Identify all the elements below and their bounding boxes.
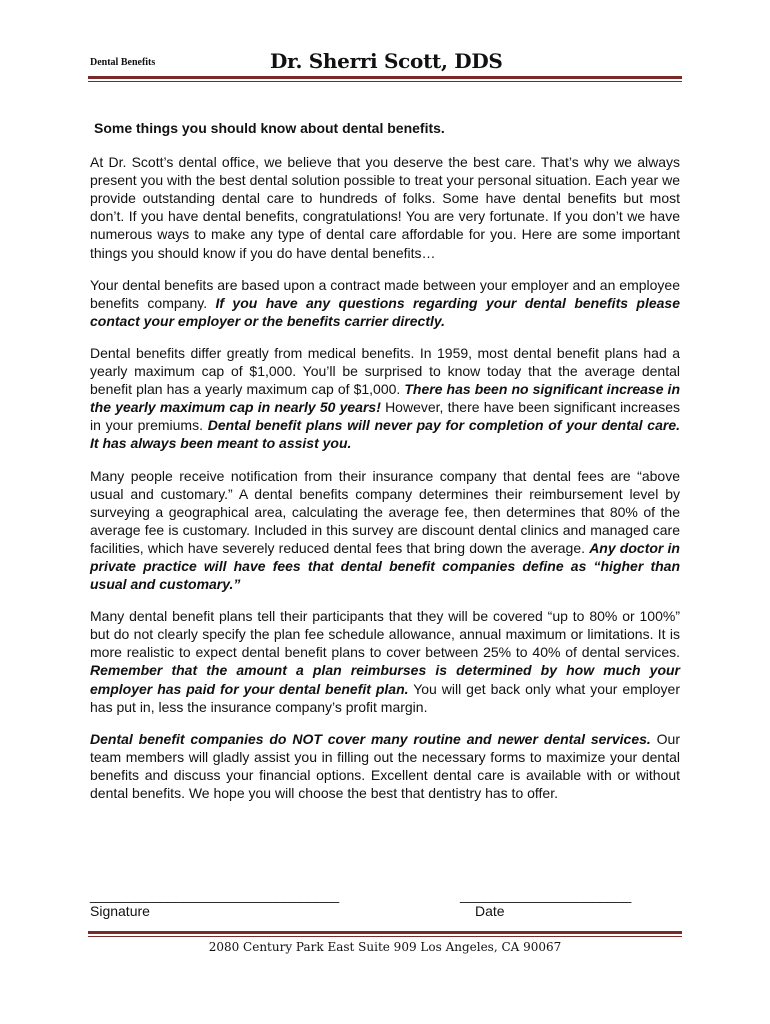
date-line: ______________________ (460, 887, 632, 903)
paragraph-coverage-text: Many dental benefit plans tell their participants that they will be covered “up to 80% or 100%” but do not clearly specify the plan fee schedule allowance, annual maximum or limitations. It is more realistic to expect dental benefit plans to cover between 25% to 40% of dental services. (90, 608, 680, 661)
paragraph-coverage-text-2: You will get back only what your employer has put in, less the insurance company’s profit margin. (90, 680, 680, 715)
paragraph-contract-emphasis: If you have any questions regarding your dental benefits please contact your employer or the benefits carrier directly. (90, 294, 680, 329)
paragraph-usual-customary-text: Many people receive notification from their insurance company that dental fees are “above usual and customary.” A dental benefits company determines their reimbursement level by surveying a geographical area, calculating the average fee, then determines that 80% of the average fee is customary. Included in this survey are discount dental clinics and managed care facilities, which have severely reduced dental fees that bring down the average. (90, 467, 680, 556)
letter-body (90, 119, 680, 816)
paragraph-closing-emphasis: Dental benefit companies do NOT cover many routine and newer dental services. (90, 730, 651, 747)
paragraph-maximum-cap-emphasis-2: Dental benefit plans will never pay for completion of your dental care. It has always been meant to assist you. (90, 417, 680, 452)
header-rule-thin (88, 81, 682, 82)
footer-address: 2080 Century Park East Suite 909 Los Angeles, CA 90067 (208, 940, 562, 954)
paragraph-intro (90, 153, 680, 262)
paragraph-closing-text: Our team members will gladly assist you in filling out the necessary forms to maximize your dental benefits and discuss your financial options. Excellent dental care is available with or without dental benefits. We hope you will choose the best that dentistry has to offer. (90, 730, 680, 801)
paragraph-maximum-cap (90, 344, 680, 453)
paragraph-maximum-cap-text: Dental benefits differ greatly from medical benefits. In 1959, most dental benefit plans had a yearly maximum cap of $1,000. You’ll be surprised to know today that the average dental benefit plan has a yearly maximum cap of $1,000. (90, 344, 680, 398)
footer-rule-thick (88, 931, 682, 934)
footer-rule-thin (88, 936, 682, 937)
paragraph-coverage-emphasis: Remember that the amount a plan reimburses is determined by how much your employer has paid for your dental benefit plan. (90, 662, 680, 697)
paragraph-contract-text: Your dental benefits are based upon a contract made between your employer and an employee benefits company. (90, 276, 680, 311)
paragraph-maximum-cap-emphasis: There has been no significant increase in the yearly maximum cap in nearly 50 years! (90, 381, 680, 416)
signature-line: ________________________________ (90, 887, 340, 903)
paragraph-usual-customary (90, 467, 680, 594)
header-rule-thick (88, 76, 682, 79)
page-title: Dr. Sherri Scott, DDS (270, 49, 503, 73)
signature-label: Signature (90, 903, 150, 919)
paragraph-contract (90, 276, 680, 330)
paragraph-coverage (90, 607, 680, 716)
section-heading: Some things you should know about dental benefits. (94, 120, 445, 136)
header-label: Dental Benefits (90, 57, 156, 68)
date-label: Date (475, 903, 505, 919)
paragraph-intro-text: At Dr. Scott’s dental office, we believe that you deserve the best care. That’s why we always present you with the best dental solution possible to treat your personal situation. Each year we provide outstanding dental care to hundreds of folks. Some have dental benefits but most don’t. If you have dental benefits, congratulations! You are very fortunate. If you don’t we have numerous ways to make any type of dental care affordable for you. Here are some important things you should know if you do have dental benefits… (90, 154, 680, 261)
paragraph-usual-customary-emphasis: Any doctor in private practice will have fees that dental benefit companies define as “higher than usual and customary.” (90, 539, 680, 593)
paragraph-maximum-cap-text-2: However, there have been significant increases in your premiums. (90, 399, 681, 434)
paragraph-closing (90, 730, 680, 802)
